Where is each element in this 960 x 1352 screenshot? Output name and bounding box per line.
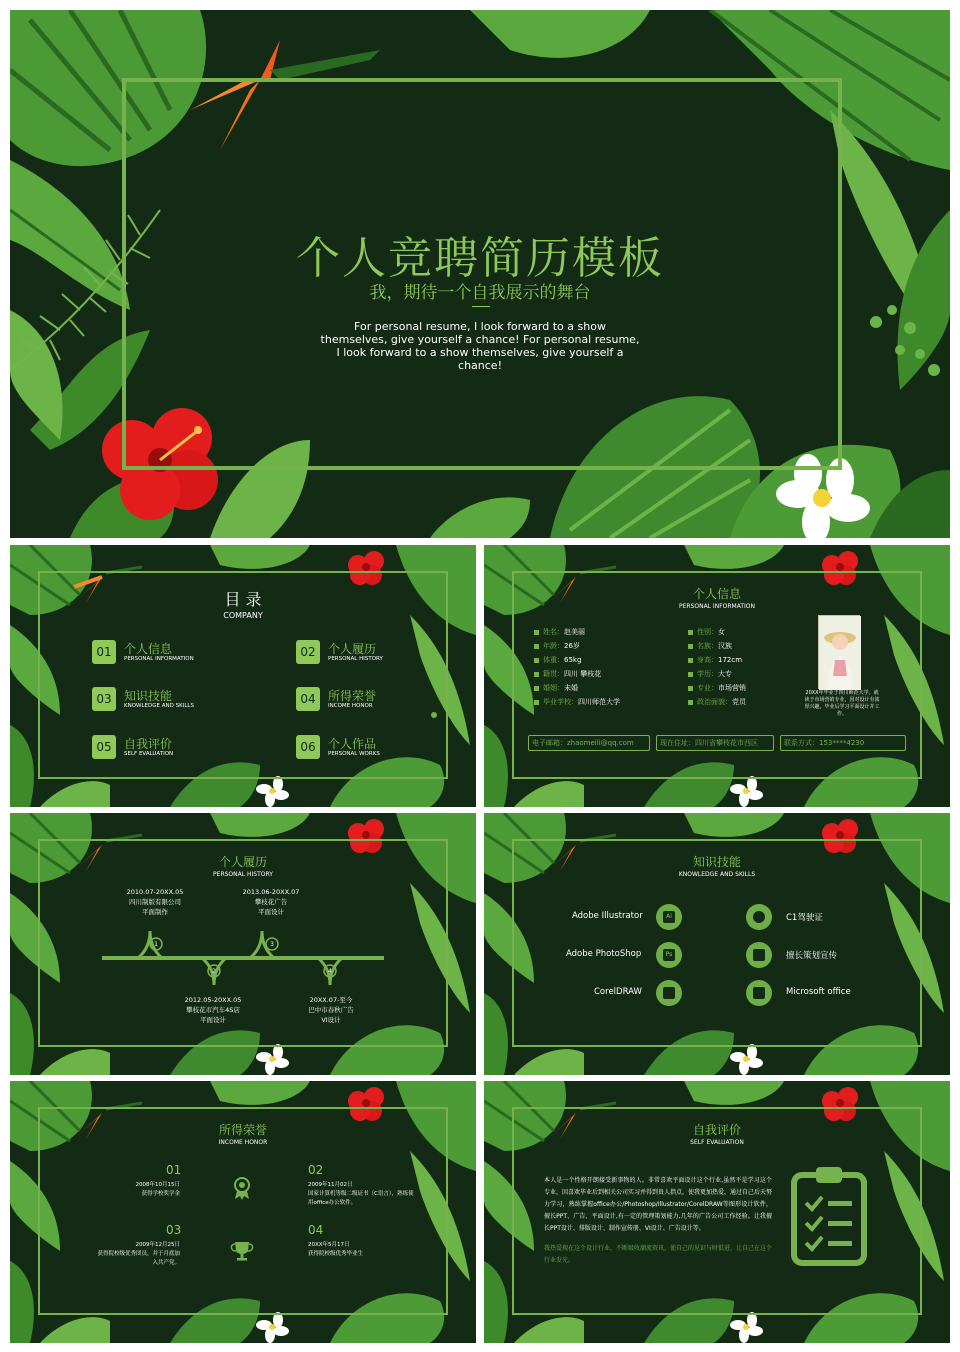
info-description: 20XX年毕业于四川师范大学。就读于市场营销专业，因对设计有浓厚兴趣，毕业后学习平面设计并工作。: [804, 690, 880, 717]
personal-info-slide[interactable]: [484, 545, 950, 807]
toc-header: [10, 587, 476, 620]
honor-num-1: 01: [166, 1163, 182, 1177]
cover-slide[interactable]: [10, 10, 950, 538]
self-evaluation-slide[interactable]: [484, 1081, 950, 1343]
info-age: 年龄：26岁: [534, 641, 580, 651]
skills-slide[interactable]: [484, 813, 950, 1075]
info-school: 毕业学校：四川师范大学: [534, 697, 620, 707]
history-subtitle: PERSONAL HISTORY: [213, 871, 273, 878]
document-edit-icon: [746, 942, 772, 968]
toc-subtitle: COMPANY: [223, 611, 263, 620]
skill-illustrator: Adobe Illustrator: [572, 911, 643, 921]
skill-planning: 擅长策划宣传: [786, 951, 838, 961]
steering-wheel-icon: [746, 904, 772, 930]
office-icon: [746, 980, 772, 1006]
info-name: 姓名：赵美丽: [534, 627, 585, 637]
honors-subtitle: INCOME HONOR: [218, 1139, 268, 1146]
self-eval-text: 本人是一个性格开朗接受新事物的人。非常喜欢平面设计这个行业,虽然不是学习这个专业，因喜欢毕业后到相关公司实习并得到贵人指点，使我更加热爱，通过自己后天努力学习，熟练掌握office办公/Photoshop/Illustrator/CorelDRAW等图形设计软件，擅长PPT、广告、平面设计,有一定的管理策划能力,几年的广告公司工作经验。让我擅长PPT设计、排版设计、制作宣传册、VI设计、广告设计等。: [544, 1177, 773, 1232]
info-ethnicity: 名族：汉族: [688, 641, 732, 651]
info-header: [484, 585, 950, 610]
title-divider: [472, 306, 490, 307]
history-title: 个人履历: [218, 855, 267, 869]
info-gender: 性别：女: [688, 627, 725, 637]
photoshop-icon: Ps: [656, 942, 682, 968]
skills-subtitle: KNOWLEDGE AND SKILLS: [678, 871, 756, 878]
history-item-4: 20XX.07-至今 巴中市春秋广告 VI设计: [308, 996, 354, 1024]
honor-item-1: 2008年10月15日 获得学校奖学金: [135, 1182, 180, 1197]
info-height: 身高：172cm: [688, 655, 742, 665]
history-item-1: 2010.07-20XX.05 四川制版有限公司 平面制作: [126, 888, 184, 916]
info-political: 政治面貌：党员: [688, 697, 746, 707]
history-item-2: 2012.05-20XX.05 攀枝花市汽车4S店 平面设计: [184, 996, 242, 1024]
info-phone: 联系方式：153****4230: [780, 735, 906, 751]
history-slide[interactable]: [10, 813, 476, 1075]
timeline-marker-4: 4: [328, 968, 332, 975]
toc-item-6[interactable]: 06 个人作品 PERSONAL WORKS: [296, 735, 456, 765]
info-title: 个人信息: [692, 587, 741, 601]
history-header: [10, 853, 476, 878]
toc-item-3[interactable]: 03 知识技能 KNOWLEDGE AND SKILLS: [92, 687, 252, 717]
self-eval-text-2: 我热爱现在这个设计行业，不断吸收潮流资讯，使自己的见识与时俱进，让自己在这个行业发光。: [544, 1245, 773, 1264]
info-email: 电子邮箱：zhaomeili@qq.com: [528, 735, 650, 751]
timeline-marker-1: 1: [154, 941, 158, 948]
skills-header: [484, 853, 950, 878]
self-eval-title: 自我评价: [692, 1123, 741, 1137]
honors-header: [10, 1121, 476, 1146]
info-education: 学历：大专: [688, 669, 732, 679]
honor-item-3: 2009年12月25日 获得院校级优秀团员，并于月底加入共产党。: [97, 1242, 180, 1266]
info-marital: 婚姻：未婚: [534, 683, 578, 693]
toc-title: 目 录: [224, 590, 262, 609]
timeline-marker-2: 2: [212, 968, 216, 975]
toc-item-4[interactable]: 04 所得荣誉 INCOME HONOR: [296, 687, 456, 717]
info-subtitle: PERSONAL INFORMATION: [678, 603, 755, 610]
profile-photo: [818, 615, 860, 689]
toc-item-2[interactable]: 02 个人履历 PERSONAL HISTORY: [296, 640, 456, 670]
cover-english-text: For personal resume, I look forward to a show themselves, give yourself a chance! For personal resume, I look forward to a show themselves, give yourself a chance!: [320, 320, 640, 372]
skill-coreldraw: CorelDRAW: [594, 987, 642, 997]
honor-item-4: 20XX年5月17日 获得院校级优秀毕业生: [308, 1242, 364, 1257]
timeline-marker-3: 3: [270, 941, 274, 948]
coreldraw-icon: [656, 980, 682, 1006]
honor-item-2: 2009年11月02日 国家计算机等级二级证书（C语言），熟练使用office办公软件。: [308, 1182, 414, 1206]
honors-slide[interactable]: [10, 1081, 476, 1343]
honor-num-2: 02: [308, 1163, 324, 1177]
info-weight: 体重：65kg: [534, 655, 581, 665]
honors-title: 所得荣誉: [218, 1123, 267, 1137]
honor-num-4: 04: [308, 1223, 324, 1237]
skill-driving: C1驾驶证: [786, 913, 823, 923]
illustrator-icon: Ai: [656, 904, 682, 930]
toc-item-1[interactable]: 01 个人信息 PERSONAL INFORMATION: [92, 640, 252, 670]
honor-num-3: 03: [166, 1223, 182, 1237]
cover-subtitle: 我，期待一个自我展示的舞台: [369, 283, 591, 303]
toc-item-5[interactable]: 05 自我评价 SELF EVALUATION: [92, 735, 252, 765]
self-eval-header: [484, 1121, 950, 1146]
history-item-3: 2013.06-20XX.07 攀枝花广告 平面设计: [242, 888, 300, 916]
info-major: 专业：市场营销: [688, 683, 746, 693]
info-address: 现在住址：四川省攀枝花市西区: [656, 735, 774, 751]
toc-slide[interactable]: [10, 545, 476, 807]
info-hometown: 籍贯：四川 攀枝花: [534, 669, 601, 679]
skill-office: Microsoft office: [786, 987, 851, 997]
cover-title: 个人竞聘简历模板: [296, 233, 664, 284]
skill-photoshop: Adobe PhotoShop: [566, 949, 642, 959]
skills-title: 知识技能: [692, 855, 741, 869]
self-eval-subtitle: SELF EVALUATION: [690, 1139, 744, 1146]
